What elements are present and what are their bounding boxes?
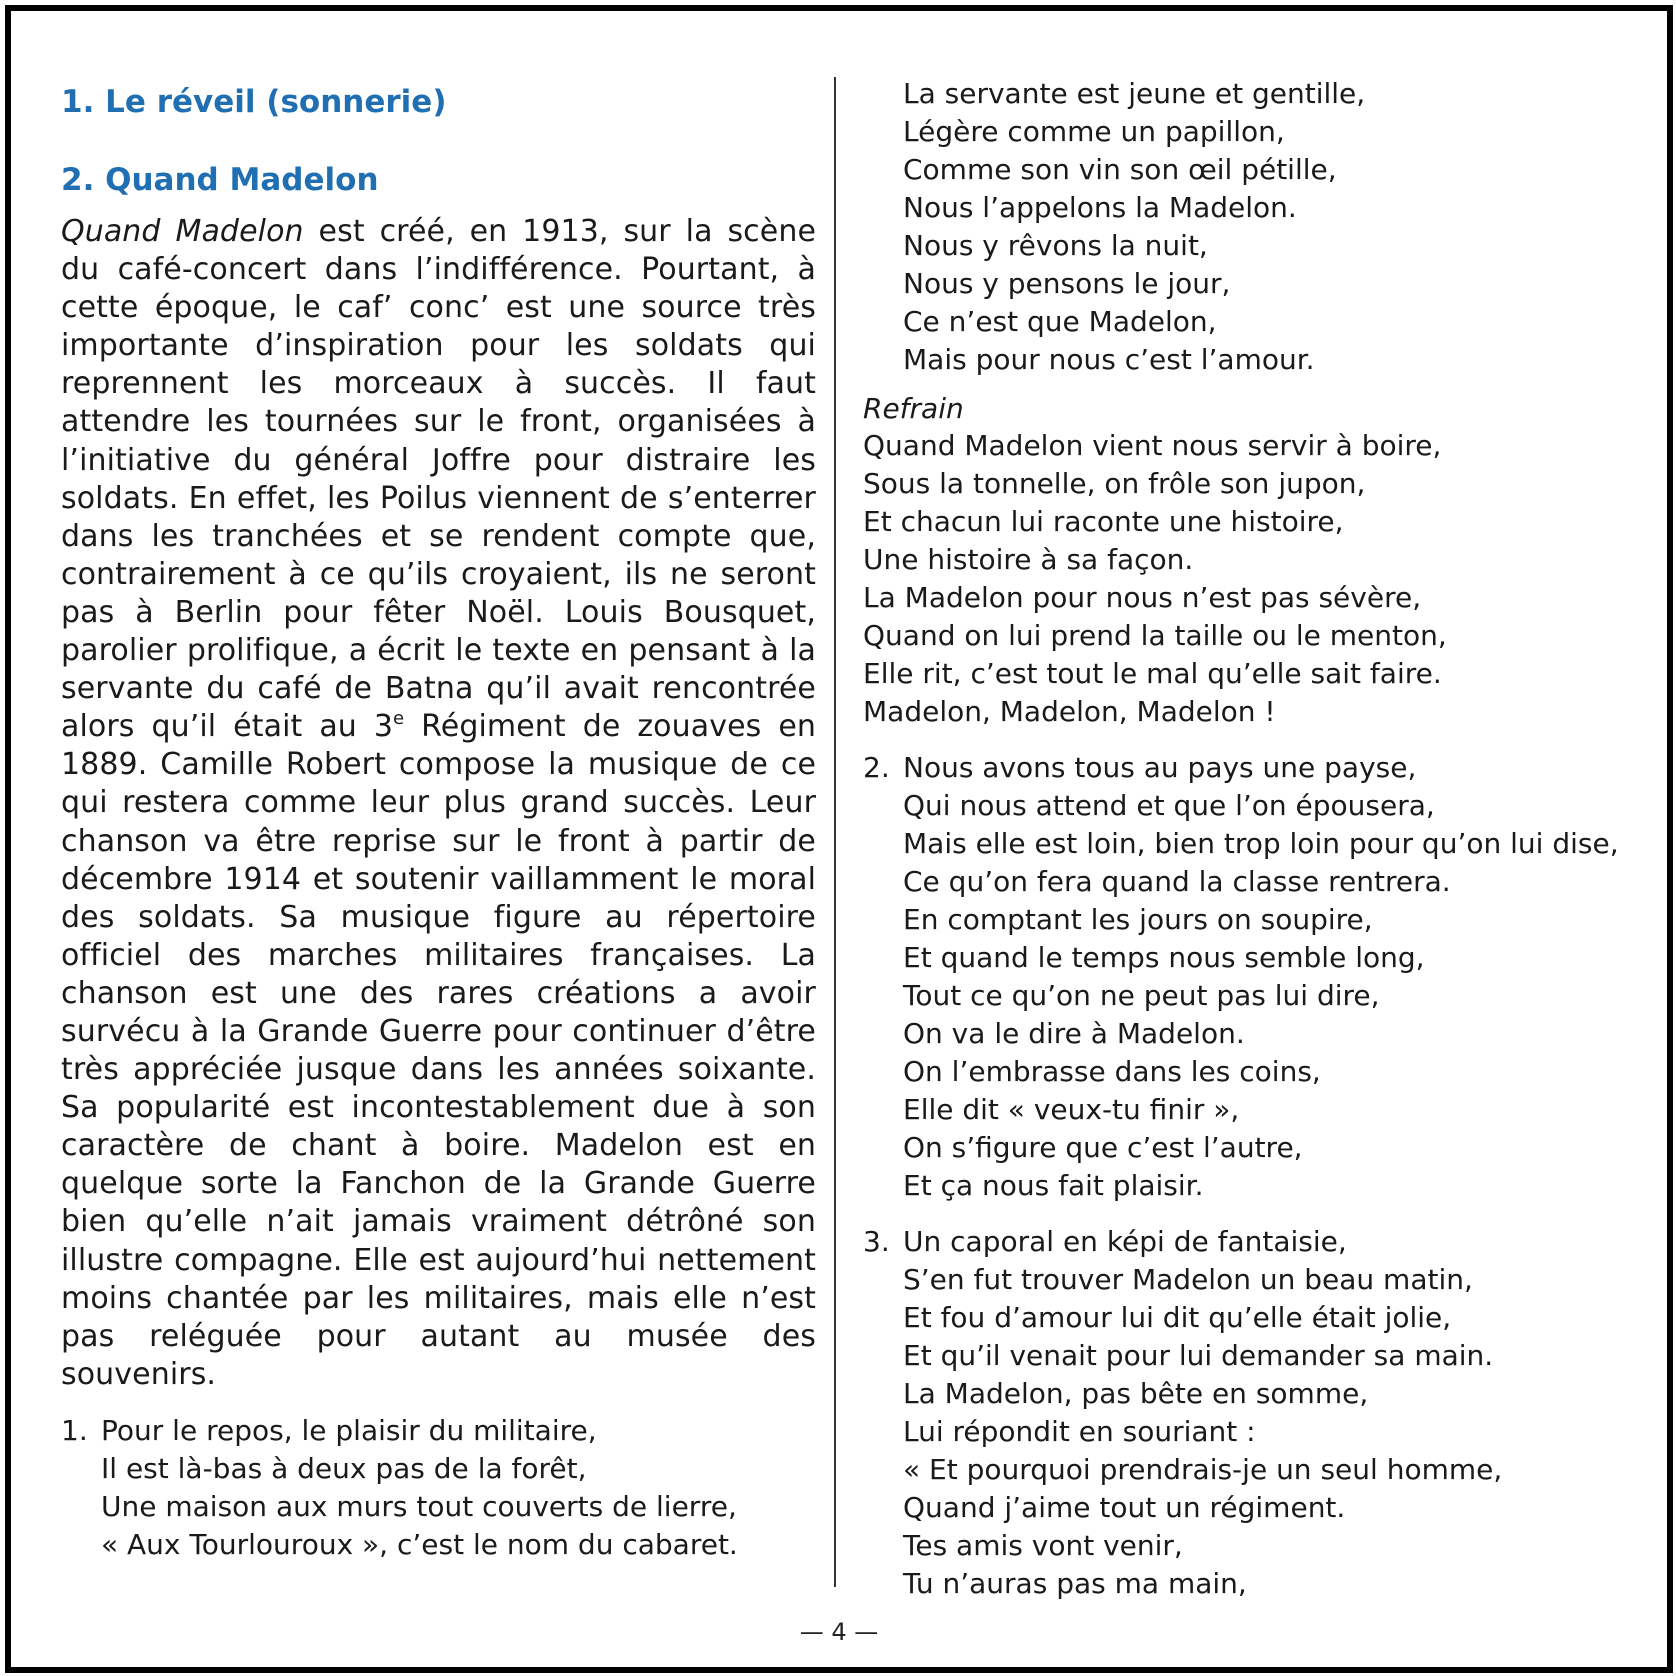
refrain-title: Refrain	[863, 392, 964, 425]
verse-line: Et fou d’amour lui dit qu’elle était jolie,	[903, 1301, 1452, 1334]
verse-line: Et qu’il venait pour lui demander sa main.	[903, 1339, 1494, 1372]
verse-line: Il est là-bas à deux pas de la forêt,	[101, 1451, 587, 1485]
verse-number: 1.	[61, 1413, 88, 1447]
verse-number: 3.	[863, 1225, 890, 1258]
verse-line: Nous y rêvons la nuit,	[903, 229, 1208, 262]
refrain-line: Une histoire à sa façon.	[863, 543, 1194, 576]
verse-line: Légère comme un papillon,	[903, 115, 1285, 148]
verse-line: Lui répondit en souriant :	[903, 1415, 1256, 1448]
verse-line: On s’figure que c’est l’autre,	[903, 1131, 1303, 1164]
verse-2	[863, 749, 1653, 1205]
page	[11, 11, 1667, 1667]
verse-line: Ce qu’on fera quand la classe rentrera.	[903, 865, 1451, 898]
verse-line: Comme son vin son œil pétille,	[903, 153, 1337, 186]
verse-line: Elle dit « veux-tu finir »,	[903, 1093, 1240, 1126]
verse-3	[863, 1223, 1653, 1603]
verse-line: Nous l’appelons la Madelon.	[903, 191, 1297, 224]
verse-line: En comptant les jours on soupire,	[903, 903, 1373, 936]
verse-line: On va le dire à Madelon.	[903, 1017, 1245, 1050]
refrain-line: Madelon, Madelon, Madelon !	[863, 695, 1276, 728]
intro-text-part1: est créé, en 1913, sur la scène du café-concert dans l’indifférence. Pourtant, à cette époque, le caf’ conc’ est une source très importante d’inspiration pour les soldats qui reprennent les morceaux à succès. Il faut attendre les tournées sur le front, organisées à l’initiative du général Joffre pour distraire les soldats. En effet, les Poilus viennent de s’enterrer dans les tranchées et se rendent compte que, contrairement à ce qu’ils croyaient, ils ne seront pas à Berlin pour fêter Noël. Louis Bousquet, parolier prolifique, a écrit le texte en pensant à la servante du café de Batna qu’il avait rencontrée alors qu’il était au 3	[61, 214, 816, 745]
verse-line: Mais pour nous c’est l’amour.	[903, 343, 1315, 376]
verse-line: « Et pourquoi prendrais-je un seul homme,	[903, 1453, 1503, 1486]
verse-line: Tes amis vont venir,	[903, 1529, 1183, 1562]
verse-line: Qui nous attend et que l’on épousera,	[903, 789, 1435, 822]
verse-1-continued	[863, 75, 1653, 379]
verse-line: Nous y pensons le jour,	[903, 267, 1231, 300]
ordinal-superscript: e	[393, 708, 405, 730]
verse-line: Pour le repos, le plaisir du militaire,	[101, 1413, 597, 1447]
verse-line: Tout ce qu’on ne peut pas lui dire,	[903, 979, 1380, 1012]
verse-line: La servante est jeune et gentille,	[903, 77, 1366, 110]
verse-line: On l’embrasse dans les coins,	[903, 1055, 1321, 1088]
refrain-line: Sous la tonnelle, on frôle son jupon,	[863, 467, 1366, 500]
verse-1	[61, 1412, 816, 1564]
verse-line: « Aux Tourlouroux », c’est le nom du cabaret.	[101, 1527, 738, 1561]
verse-line: Et ça nous fait plaisir.	[903, 1169, 1204, 1202]
song-title-italic: Quand Madelon	[61, 214, 304, 249]
verse-line: Un caporal en képi de fantaisie,	[903, 1225, 1347, 1258]
section-heading-madelon: 2. Quand Madelon	[61, 162, 379, 198]
section-heading-reveil: 1. Le réveil (sonnerie)	[61, 84, 447, 120]
column-divider	[834, 77, 836, 1587]
page-frame	[5, 5, 1673, 1673]
left-column	[61, 75, 816, 1564]
refrain-line: Et chacun lui raconte une histoire,	[863, 505, 1344, 538]
intro-text-part2: Régiment de zouaves en 1889. Camille Robert compose la musique de ce qui restera comme leur plus grand succès. Leur chanson va être reprise sur le front à partir de décembre 1914 et soutenir vaillamment le moral des soldats. Sa musique figure au répertoire officiel des marches militaires françaises. La chanson est une des rares créations a avoir survécu à la Grande Guerre pour continuer d’être très appréciée jusque dans les années soixante. Sa popularité est incontestablement due à son caractère de chant à boire. Madelon est en quelque sorte la Fanchon de la Grande Guerre bien qu’elle n’ait jamais vraiment détrôné son illustre compagne. Elle est aujourd’hui nettement moins chantée par les militaires, mais elle n’est pas reléguée pour autant au musée des souvenirs.	[61, 709, 816, 1392]
verse-line: Quand j’aime tout un régiment.	[903, 1491, 1346, 1524]
right-column	[863, 75, 1653, 1603]
verse-line: La Madelon, pas bête en somme,	[903, 1377, 1369, 1410]
verse-line: Ce n’est que Madelon,	[903, 305, 1217, 338]
verse-number: 2.	[863, 751, 890, 784]
verse-line: Mais elle est loin, bien trop loin pour qu’on lui dise,	[903, 827, 1619, 860]
refrain-line: Elle rit, c’est tout le mal qu’elle sait faire.	[863, 657, 1442, 690]
verse-line: Une maison aux murs tout couverts de lierre,	[101, 1489, 737, 1523]
refrain	[863, 391, 1653, 731]
page-number: — 4 —	[799, 1618, 879, 1646]
refrain-line: Quand Madelon vient nous servir à boire,	[863, 429, 1442, 462]
verse-line: Tu n’auras pas ma main,	[903, 1567, 1247, 1600]
intro-paragraph	[61, 213, 816, 1394]
refrain-line: La Madelon pour nous n’est pas sévère,	[863, 581, 1422, 614]
verse-line: Nous avons tous au pays une payse,	[903, 751, 1417, 784]
refrain-line: Quand on lui prend la taille ou le menton,	[863, 619, 1447, 652]
verse-line: S’en fut trouver Madelon un beau matin,	[903, 1263, 1473, 1296]
verse-line: Et quand le temps nous semble long,	[903, 941, 1425, 974]
